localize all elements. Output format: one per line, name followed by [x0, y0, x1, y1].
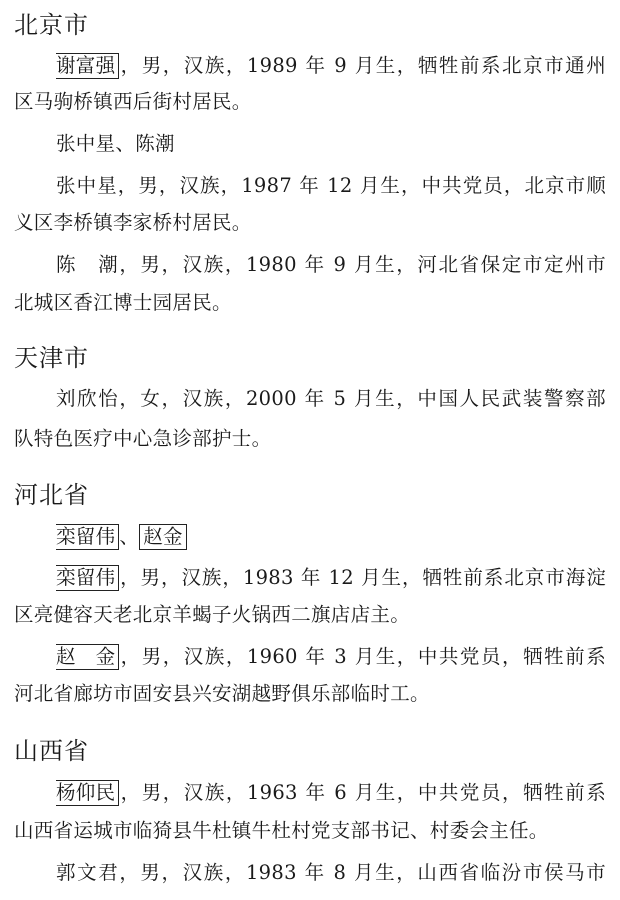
section-heading-tianjin: 天津市 [14, 344, 89, 372]
separator: 、 [119, 525, 140, 548]
entry-line: 区马驹桥镇西后街村居民。 [14, 90, 252, 113]
entry-line [56, 780, 606, 806]
entry-line: 陈 潮，男，汉族，1980 年 9 月生，河北省保定市定州市 [56, 253, 606, 276]
entry-line [56, 644, 606, 670]
entry-text: ，男，汉族，1960 年 3 月生，中共党员，牺牲前系 [119, 645, 606, 668]
entry-line: 队特色医疗中心急诊部护士。 [14, 427, 272, 450]
boxed-name: 栾留伟 [56, 524, 119, 550]
entry-line: 郭文君，男，汉族，1983 年 8 月生，山西省临汾市侯马市 [56, 861, 606, 884]
boxed-name: 栾留伟 [56, 565, 119, 591]
entry-text: ，男，汉族，1983 年 12 月生，牺牲前系北京市海淀 [119, 566, 606, 589]
group-names [56, 524, 606, 550]
section-heading-beijing: 北京市 [14, 11, 89, 39]
entry-line: 义区李桥镇李家桥村居民。 [14, 211, 252, 234]
group-names: 张中星、陈潮 [56, 132, 175, 155]
entry-line: 河北省廊坊市固安县兴安湖越野俱乐部临时工。 [14, 682, 430, 705]
entry-text: ，男，汉族，1989 年 9 月生，牺牲前系北京市通州 [119, 54, 606, 77]
entry-line [56, 53, 606, 79]
entry-line [56, 565, 606, 591]
entry-text: ，男，汉族，1963 年 6 月生，中共党员，牺牲前系 [119, 781, 606, 804]
boxed-name: 杨仰民 [56, 780, 119, 806]
entry-line: 区亮健容天老北京羊蝎子火锅西二旗店店主。 [14, 603, 411, 626]
entry-line: 张中星，男，汉族，1987 年 12 月生，中共党员，北京市顺 [56, 174, 606, 197]
boxed-name: 赵 金 [56, 644, 119, 670]
section-heading-hebei: 河北省 [14, 481, 89, 509]
boxed-name: 赵金 [139, 524, 187, 550]
entry-line: 北城区香江博士园居民。 [14, 291, 232, 314]
boxed-name: 谢富强 [56, 53, 119, 79]
entry-line: 刘欣怡，女，汉族，2000 年 5 月生，中国人民武装警察部 [56, 387, 606, 410]
entry-line: 山西省运城市临猗县牛杜镇牛杜村党支部书记、村委会主任。 [14, 819, 549, 842]
section-heading-shanxi: 山西省 [14, 737, 89, 765]
